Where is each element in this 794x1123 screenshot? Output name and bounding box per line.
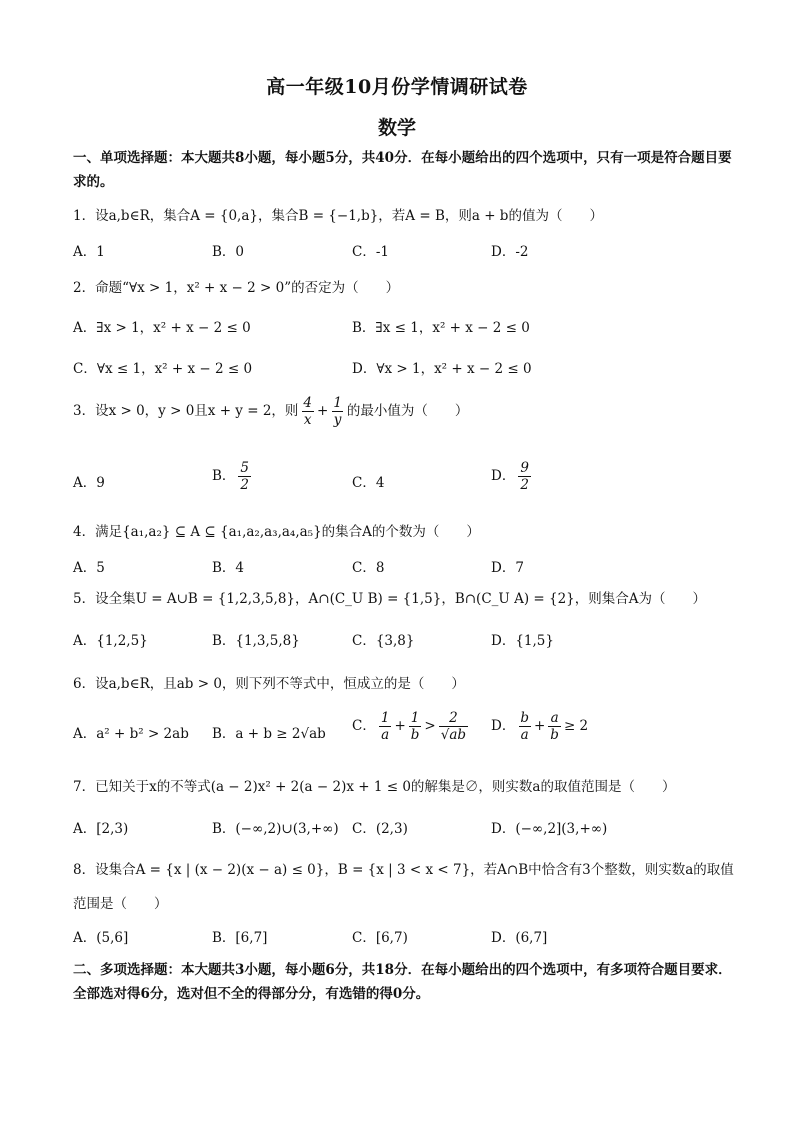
question-5-option-c: C．{3,8}: [352, 633, 415, 649]
question-3-option-c: C．4: [352, 475, 385, 491]
numerator: 1: [333, 395, 342, 411]
question-6-option-c: [352, 710, 471, 743]
numerator: 5: [240, 460, 250, 476]
question-4-option-c: C．8: [352, 560, 385, 576]
fraction-5-over-2: [238, 460, 251, 493]
question-8-option-b: B．[6,7]: [212, 930, 268, 946]
question-1-option-a: A．1: [73, 244, 105, 260]
option-label: C．: [352, 718, 376, 734]
denominator: a: [381, 727, 390, 743]
question-1-option-c: C．-1: [352, 244, 389, 260]
question-6-option-d: [491, 710, 588, 743]
question-5-option-d: D．{1,5}: [491, 633, 554, 649]
option-label: D．: [491, 468, 516, 484]
plus-sign: +: [533, 718, 546, 734]
question-3-stem-suffix: 的最小值为（ ）: [346, 403, 469, 419]
denominator: x: [303, 412, 312, 428]
question-3-option-b: [212, 460, 254, 493]
question-8-option-c: C．[6,7): [352, 930, 408, 946]
denominator: y: [333, 412, 342, 428]
question-8-stem: 8．设集合A = {x | (x − 2)(x − a) ≤ 0}，B = {x | 3 < x < 7}，若A∩B中恰含有3个整数，则实数a的取值: [73, 862, 734, 878]
question-6-stem: 6．设a,b∈R，且ab > 0，则下列不等式中，恒成立的是（ ）: [73, 676, 465, 692]
plus-sign: +: [394, 718, 406, 734]
greater-equal-two: ≥ 2: [563, 718, 589, 734]
question-2-option-d: D．∀x > 1，x² + x − 2 ≤ 0: [352, 361, 532, 377]
question-5-option-b: B．{1,3,5,8}: [212, 633, 300, 649]
question-4-option-b: B．4: [212, 560, 245, 576]
question-2-stem: 2．命题“∀x > 1，x² + x − 2 > 0”的否定为（ ）: [73, 280, 400, 296]
denominator: 2: [240, 477, 250, 493]
question-2-option-a: A．∃x > 1，x² + x − 2 ≤ 0: [73, 320, 251, 336]
question-7-option-a: A．[2,3): [73, 821, 129, 837]
numerator: 4: [303, 395, 313, 411]
denominator: a: [520, 727, 529, 743]
question-7-option-b: B．(−∞,2)∪(3,+∞): [212, 821, 339, 837]
fraction-2-over-sqrt-ab: [439, 710, 468, 743]
exam-subject: 数学: [377, 117, 416, 139]
question-6-option-b: B．a + b ≥ 2√ab: [212, 726, 326, 742]
question-7-option-c: C．(2,3): [352, 821, 408, 837]
exam-title: 高一年级10月份学情调研试卷: [266, 76, 528, 98]
fraction-b-over-a: [518, 710, 531, 743]
fraction-1-over-b: [409, 710, 422, 743]
question-2-option-b: B．∃x ≤ 1，x² + x − 2 ≤ 0: [352, 320, 530, 336]
question-7-stem: 7．已知关于x的不等式(a − 2)x² + 2(a − 2)x + 1 ≤ 0的解集是∅，则实数a的取值范围是（ ）: [73, 779, 676, 795]
question-3-option-a: A．9: [73, 475, 105, 491]
denominator: 2: [520, 477, 529, 493]
numerator: 1: [380, 710, 390, 726]
question-1-option-d: D．-2: [491, 244, 529, 260]
numerator: 2: [449, 710, 458, 726]
numerator: 1: [410, 710, 420, 726]
fraction-9-over-2: [518, 460, 531, 493]
question-3-option-d: [491, 460, 534, 493]
question-5-option-a: A．{1,2,5}: [73, 633, 148, 649]
fraction-1-over-y: [331, 395, 344, 428]
denominator: b: [550, 727, 559, 743]
question-1-option-b: B．0: [212, 244, 245, 260]
numerator: 9: [520, 460, 529, 476]
question-7-option-d: D．(−∞,2](3,+∞): [491, 821, 608, 837]
question-1-stem: 1．设a,b∈R，集合A = {0,a}，集合B = {−1,b}，若A = B，则a + b的值为（ ）: [73, 208, 603, 224]
option-label: D．: [491, 718, 516, 734]
question-4-option-a: A．5: [73, 560, 105, 576]
greater-than-sign: >: [424, 718, 436, 734]
option-label: B．: [212, 468, 236, 484]
numerator: b: [520, 710, 529, 726]
denominator: b: [410, 727, 420, 743]
question-4-option-d: D．7: [491, 560, 524, 576]
question-2-option-c: C．∀x ≤ 1，x² + x − 2 ≤ 0: [73, 361, 253, 377]
question-8-stem-continued: 范围是（ ）: [73, 896, 168, 912]
fraction-a-over-b: [548, 710, 561, 743]
fraction-1-over-a: [379, 710, 392, 743]
question-8-option-d: D．(6,7]: [491, 930, 548, 946]
section-2-heading: 二、多项选择题：本大题共3小题，每小题6分，共18分．在每小题给出的四个选项中，有多项符合题目要求．全部选对得6分，选对但不全的得部分分，有选错的得0分。: [73, 962, 732, 1002]
question-6-option-a: A．a² + b² > 2ab: [73, 726, 189, 742]
question-5-stem: 5．设全集U = A∪B = {1,2,3,5,8}，A∩(C_U B) = {1,5}，B∩(C_U A) = {2}，则集合A为（ ）: [73, 591, 707, 607]
question-3-stem: [73, 395, 468, 428]
question-3-stem-prefix: 3．设x > 0，y > 0且x + y = 2，则: [73, 403, 299, 419]
question-4-stem: 4．满足{a₁,a₂} ⊆ A ⊆ {a₁,a₂,a₃,a₄,a₅}的集合A的个数为（ ）: [73, 524, 480, 540]
question-8-option-a: A．(5,6]: [73, 930, 129, 946]
denominator: √ab: [440, 727, 467, 743]
plus-sign: +: [317, 403, 329, 419]
numerator: a: [550, 710, 559, 726]
fraction-4-over-x: [301, 395, 314, 428]
section-1-heading: 一、单项选择题：本大题共8小题，每小题5分，共40分．在每小题给出的四个选项中，只有一项是符合题目要求的。: [73, 150, 732, 190]
